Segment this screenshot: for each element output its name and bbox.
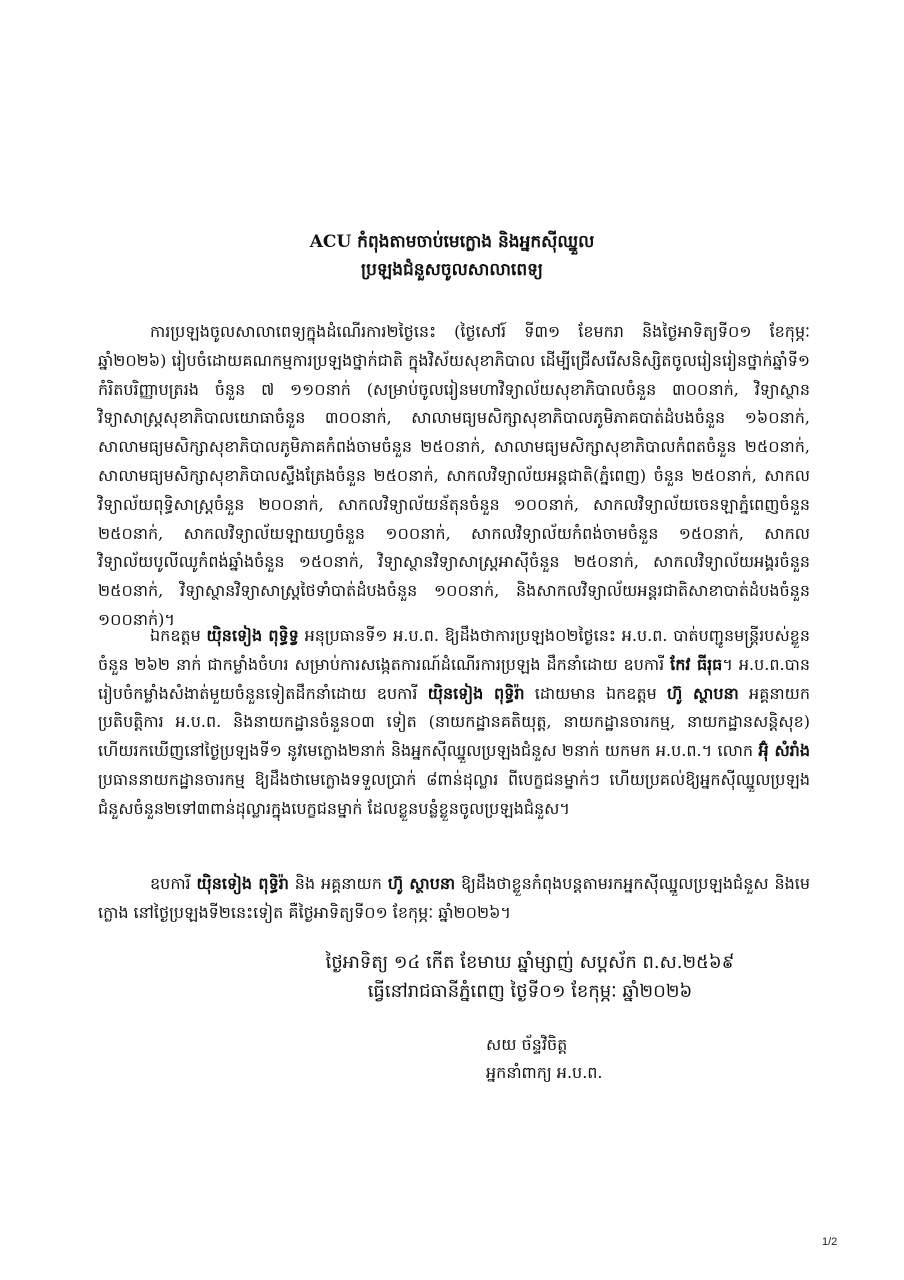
place-date-line: ធ្វើនៅរាជធានីភ្នំពេញ ថ្ងៃទី០១ ខែកុម្ភៈ ឆ្នាំ២០២៦ [367, 981, 693, 1002]
page-number: 1/2 [822, 1236, 838, 1248]
bold-name-run: យ៉ិនទៀង ពុទ្ធិរ៉ា [427, 683, 525, 703]
text-run: ។ អ.ប.ព.បានរៀបចំកម្លាំងសំងាត់មួយចំនួនទៀតដឹកនាំដោយ ឧបការី [98, 654, 810, 703]
text-run: ដោយមាន ឯកឧត្តម [524, 683, 668, 703]
text-run: ឯកឧត្តម [150, 626, 207, 645]
text-run: និង អគ្គនាយក [288, 874, 388, 893]
paragraph-continued-search [98, 870, 810, 928]
paragraph-acu-findings [98, 622, 810, 824]
document-title-line-2: ប្រឡងជំនួសចូលសាលាពេទ្យ [361, 260, 543, 280]
text-run: ប្រធាននាយកដ្ឋានចារកម្ម ឱ្យដឹងថាមេក្លោងទទួលប្រាក់ ៨ពាន់ដុល្លារ ពីបេក្ខជនម្នាក់ៗ ហើយប្រគល់ឱ្យអ្នកស៊ីឈ្នួលប្រឡងជំនួសចំនួន២ទៅ៣ពាន់ដុល្លារក្នុងបេក្ខជនម្នាក់ ដែលខ្លួនបន្លំខ្លួនចូលប្រឡងជំនួស។ [98, 769, 810, 818]
bold-name-run: យ៉ិនទៀង ពុទ្ធិទ្វ [206, 626, 299, 645]
signatory-title: អ្នកនាំពាក្យ អ.ប.ព. [486, 1063, 603, 1082]
signatory-name: សយ ច័ន្ទវិចិត្ត [486, 1035, 568, 1054]
text-run: ឧបការី [150, 874, 197, 893]
lunar-date-line: ថ្ងៃអាទិត្យ ១៤ កើត ខែមាឃ ឆ្នាំម្សាញ់ សប្តស័ក ព.ស.២៥៦៩ [325, 952, 735, 973]
bold-name-run: អ៊ុំ សំរាំង [758, 741, 810, 761]
text-run: អនុប្រធានទី១ អ.ប.ព. ឱ្យដឹងថាការប្រឡង០២ថ្ងៃនេះ អ.ប.ព. បាត់បញ្ជូនមន្ត្រីរបស់ខ្លួនចំនួន ២៦២ នាក់ ជាកម្លាំងចំហរ សម្រាប់ការសង្កេតការណ៍ដំណើរការប្រឡង ដឹកនាំដោយ ឧបការី [98, 626, 810, 674]
bold-name-run: កែវ ធីរុធ [670, 654, 723, 674]
bold-name-run: ហ៊ូ ស្ថាបនា [387, 874, 456, 893]
document-title-line-1: ACU កំពុងតាមចាប់មេក្លោង និងអ្នកស៊ីឈ្នួល [309, 232, 595, 252]
bold-name-run: យ៉ិនទៀង ពុទ្ធិរ៉ា [196, 874, 289, 893]
bold-name-run: ហ៊ូ ស្ថាបនា [667, 683, 739, 703]
paragraph-exam-overview: ការប្រឡងចូលសាលាពេទ្យក្នុងដំណើរការ២ថ្ងៃនេះ (ថ្ងៃសៅរ៍ ទី៣១ ខែមករា និងថ្ងៃអាទិត្យទី០១ ខែកុម្ភៈ ឆ្នាំ២០២៦) រៀបចំដោយគណកម្មការប្រឡងថ្នាក់ជាតិ ក្នុងវិស័យសុខាភិបាល ដើម្បីជ្រើសរើសនិស្សិតចូលរៀនរៀនថ្នាក់ឆ្នាំទី១ កំរិតបរិញ្ញាបត្ររង ចំនួន ៧ ១១០នាក់ (សម្រាប់ចូលរៀនមហាវិទ្យាល័យសុខាភិបាលចំនួន ៣០០នាក់, វិទ្យាស្ថានវិទ្យាសាស្ត្រសុខាភិបាលយោធាចំនួន ៣០០នាក់, សាលាមធ្យមសិក្សាសុខាភិបាលភូមិភាគបាត់ដំបងចំនួន ១៦០នាក់, សាលាមធ្យមសិក្សាសុខាភិបាលភូមិភាគកំពង់ចាមចំនួន ២៥០នាក់, សាលាមធ្យមសិក្សាសុខាភិបាលកំពតចំនួន ២៥០នាក់, សាលាមធ្យមសិក្សាសុខាភិបាលស្ទឹងត្រែងចំនួន ២៥០នាក់, សាកលវិទ្យាល័យអន្តជាតិ(ភ្នំពេញ) ចំនួន ២៥០នាក់, សាកលវិទ្យាល័យពុទ្ធិសាស្ត្រចំនួន ២០០នាក់, សាកលវិទ្យាល័យន័តុនចំនួន ១០០នាក់, សាកលវិទ្យាល័យចេនឡាភ្នំពេញចំនួន ២៥០នាក់, សាកលវិទ្យាល័យឡាយហ្វចំនួន ១០០នាក់, សាកលវិទ្យាល័យកំពង់ចាមចំនួន ១៥០នាក់, សាកលវិទ្យាល័យបូលីឈូកំពង់ឆ្នាំងចំនួន ១៥០នាក់, វិទ្យាស្ថានវិទ្យាសាស្ត្រអាស៊ីចំនួន ២៥០នាក់, សាកលវិទ្យាល័យអង្គរចំនួន ២៥០នាក់, វិទ្យាស្ថានវិទ្យាសាស្ត្រថៃទាំបាត់ដំបងចំនួន ១០០នាក់, និងសាកលវិទ្យាល័យអន្តរជាតិសាខាបាត់ដំបងចំនួន ១០០នាក់)។ [98, 322, 811, 629]
text-run: អគ្គនាយកប្រតិបត្តិការ អ.ប.ព. និងនាយកដ្ឋានចំនួន០៣ ទៀត (នាយកដ្ឋានគតិយុត្ត, នាយកដ្ឋានចារកម្ម, នាយកដ្ឋានសន្តិសុខ) ហើយរកឃើញនៅថ្ងៃប្រឡងទី១ នូវមេក្លោង២នាក់ និងអ្នកស៊ីឈ្នួលប្រឡងជំនួស ២នាក់ យកមក អ.ប.ព.។ លោក [98, 683, 810, 761]
text-run: ឱ្យដឹងថាខ្លួនកំពុងបន្តតាមរកអ្នកស៊ីឈ្នួលប្រឡងជំនួស និងមេក្លោង នៅថ្ងៃប្រឡងទី២នេះទៀត គឺថ្ងៃអាទិត្យទី០១ ខែកុម្ភៈ ឆ្នាំ២០២៦។ [98, 874, 811, 922]
